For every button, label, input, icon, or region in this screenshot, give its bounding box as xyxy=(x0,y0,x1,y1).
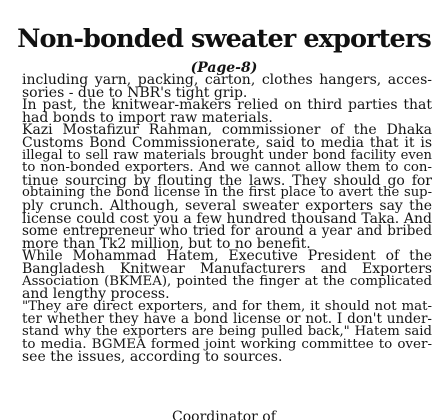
body-line: tinue sourcing by flouting the laws. They should go for xyxy=(22,172,432,189)
body-line: some entrepreneur who tried for around a year and bribed xyxy=(22,223,432,240)
body-line: ter whether they have a bond license or not. I don't under- xyxy=(22,311,432,328)
page-reference: (Page-8) xyxy=(190,60,258,76)
body-line: including yarn, packing, carton, clothes hangers, acces- xyxy=(22,72,432,88)
body-line: "They are direct exporters, and for them, it should not mat- xyxy=(22,298,432,314)
body-line: ply crunch. Although, several sweater exporters say the xyxy=(22,197,432,214)
headline: Non-bonded sweater exporters xyxy=(17,24,431,54)
body-line: sories - due to NBR's tight grip. xyxy=(22,84,248,101)
body-line: Bangladesh Knitwear Manufacturers and Exporters xyxy=(22,260,432,277)
body-line: obtaining the bond license in the first place to avert the sup- xyxy=(22,185,432,201)
body-line: to non-bonded exporters. And we cannot allow them to con- xyxy=(22,160,432,176)
body-line: had bonds to import raw materials. xyxy=(22,109,273,126)
article-body xyxy=(22,74,432,364)
body-line: stand why the exporters are being pulled back," Hatem said xyxy=(22,323,432,339)
body-line: Customs Bond Commissionerate, said to media that it is xyxy=(22,134,432,151)
body-line: license could cost you a few hundred thousand Taka. And xyxy=(22,210,432,227)
body-line: illegal to sell raw materials brought under bond facility even xyxy=(22,147,432,163)
body-line: Kazi Mostafizur Rahman, commissioner of the Dhaka xyxy=(22,122,432,139)
body-line: to media. BGMEA formed joint working committee to over- xyxy=(22,336,432,353)
body-line: In past, the knitwear-makers relied on third parties that xyxy=(22,97,432,114)
body-line: While Mohammad Hatem, Executive President of the xyxy=(22,248,432,265)
cut-off-line xyxy=(22,410,432,420)
body-line: and lengthy process. xyxy=(22,286,170,303)
body-line: more than Tk2 million, but to no benefit. xyxy=(22,235,311,252)
body-line: see the issues, according to sources. xyxy=(22,349,283,366)
cut-off-text: Coordinator of xyxy=(172,410,276,420)
body-line: Association (BKMEA), pointed the finger at the complicated xyxy=(22,273,432,289)
